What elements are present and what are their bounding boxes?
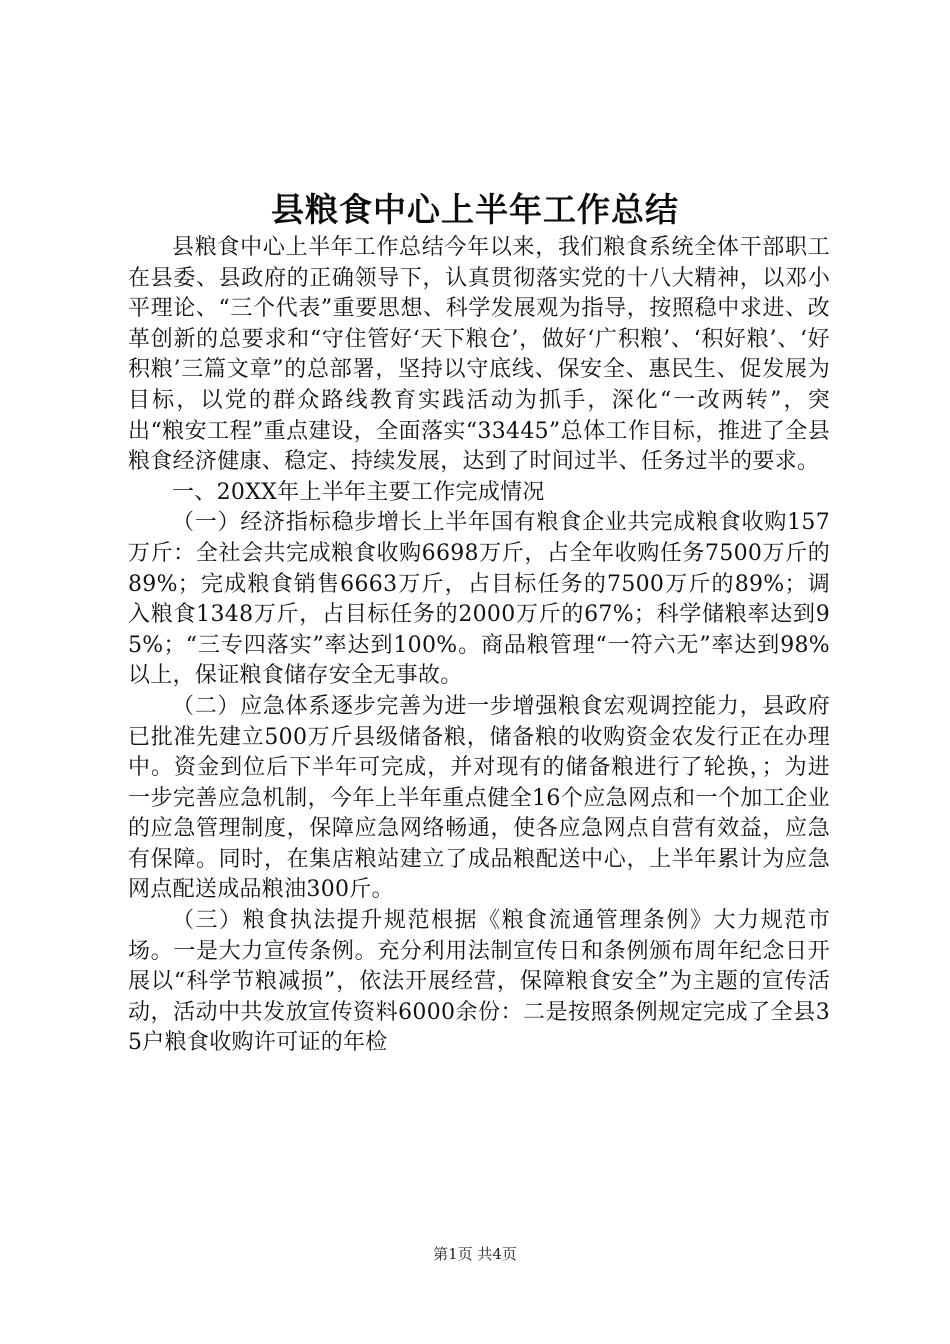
law-enforcement-paragraph: （三）粮食执法提升规范根据《粮食流通管理条例》大力规范市场。一是大力宣传条例。充分利用法制宣传日和条例颁布周年纪念日开展以“科学节粮减损”，依法开展经营，保障粮食安全”为主题的宣传活动，活动中共发放宣传资料6000余份：二是按照条例规定完成了全县35户粮食收购许可证的年检 (128, 908, 830, 1056)
page-number-footer: 第1页 共4页 (433, 1245, 517, 1263)
document-body (128, 233, 830, 1059)
economic-indicators-paragraph: （一）经济指标稳步增长上半年国有粮食企业共完成粮食收购157万斤：全社会共完成粮食收购6698万斤，占全年收购任务7500万斤的89%；完成粮食销售6663万斤，占目标任务的7500万斤的89%；调入粮食1348万斤，占目标任务的2000万斤的67%；科学储粮率达到95%；“三专四落实”率达到100%。商品粮管理“一符六无”率达到98%以上，保证粮食储存安全无事故。 (128, 510, 830, 689)
section-heading: 一、20XX年上半年主要工作完成情况 (172, 479, 545, 505)
emergency-system-paragraph: （二）应急体系逐步完善为进一步增强粮食宏观调控能力，县政府已批准先建立500万斤县级储备粮，储备粮的收购资金农发行正在办理中。资金到位后下半年可完成，并对现有的储备粮进行了轮换，；为进一步完善应急机制，今年上半年重点健全16个应急网点和一个加工企业的应急管理制度，保障应急网络畅通，使各应急网点自营有效益，应急有保障。同时，在集店粮站建立了成品粮配送中心，上半年累计为应急网点配送成品粮油300斤。 (128, 693, 830, 903)
document-title: 县粮食中心上半年工作总结 (271, 190, 679, 229)
intro-paragraph: 县粮食中心上半年工作总结今年以来，我们粮食系统全体干部职工在县委、县政府的正确领导下，认真贯彻落实党的十八大精神，以邓小平理论、“三个代表”重要思想、科学发展观为指导，按照稳中求进、改革创新的总要求和“守住管好‘天下粮仓’，做好‘广积粮’、‘积好粮’、‘好积粮’三篇文章”的总部署，坚持以守底线、保安全、惠民生、促发展为目标，以党的群众路线教育实践活动为抓手，深化“一改两转”，突出“粮安工程”重点建设，全面落实“33445”总体工作目标，推进了全县粮食经济健康、稳定、持续发展，达到了时间过半、任务过半的要求。 (128, 235, 830, 475)
